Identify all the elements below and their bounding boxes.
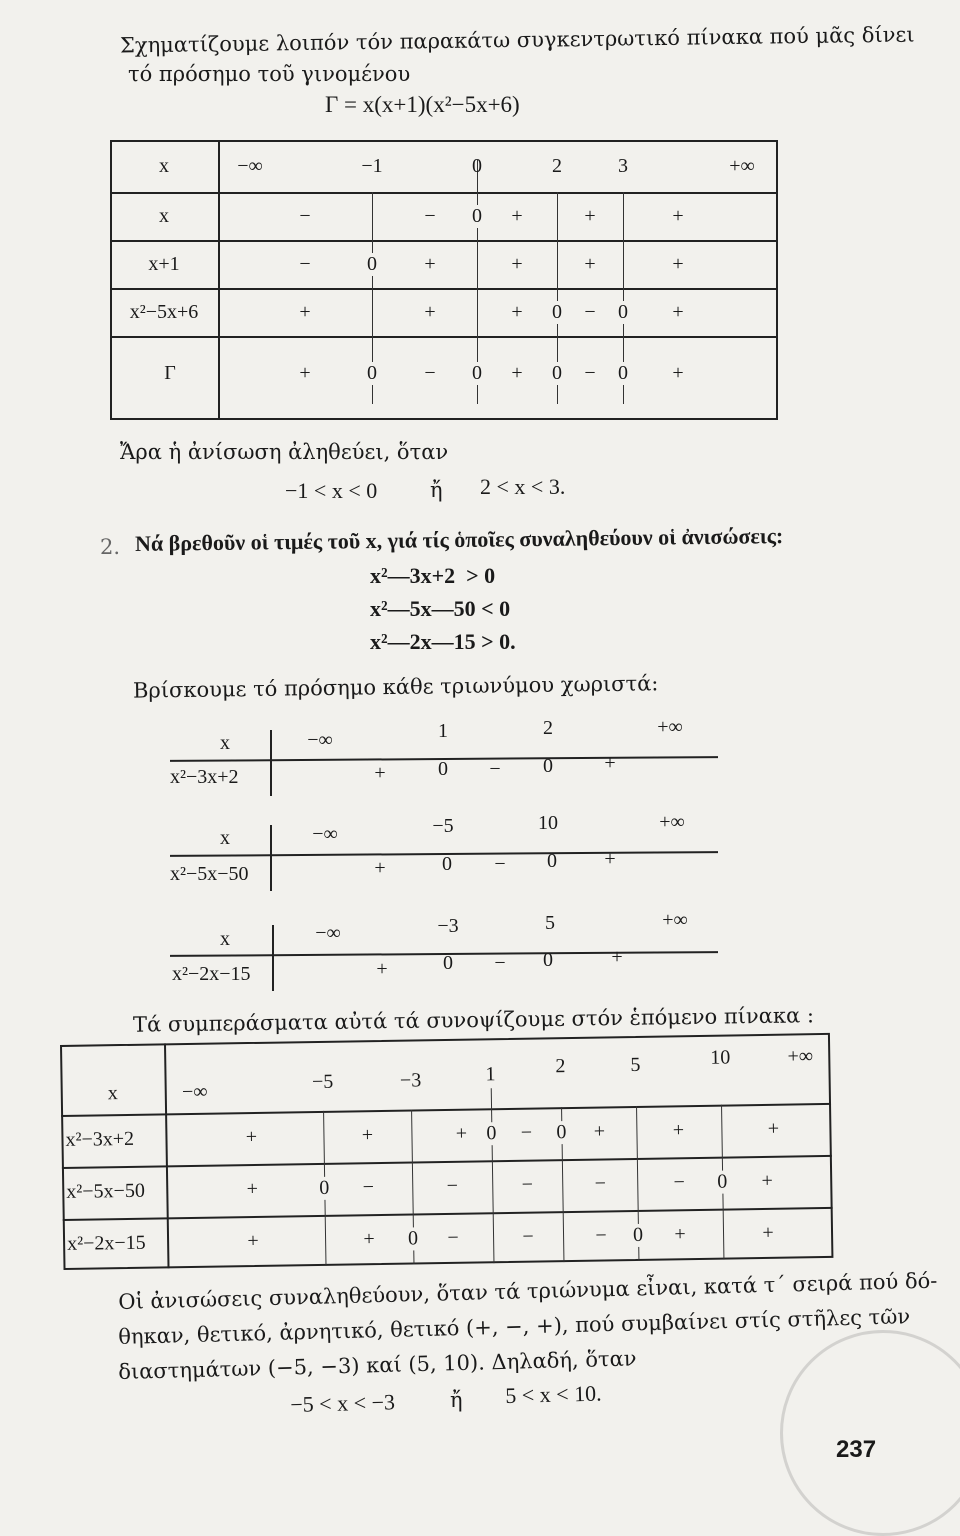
mini1-h1: −∞ xyxy=(307,729,333,751)
library-stamp xyxy=(780,1330,960,1536)
t2-header-2: 2 xyxy=(555,1055,566,1078)
t1-r2-c4: + xyxy=(511,253,523,275)
t2-r3-c7: 0 xyxy=(632,1223,644,1247)
t2-r1-c1: + xyxy=(245,1125,258,1149)
t1-r4-c1: + xyxy=(299,362,311,384)
t1-header-neg-inf: −∞ xyxy=(237,155,263,177)
t1-header-m1: −1 xyxy=(361,155,383,177)
t1-r4-c2: 0 xyxy=(367,362,377,384)
mini1-c2: 0 xyxy=(438,758,448,780)
t2-r2-c9: + xyxy=(761,1169,774,1192)
inequality-2: x²—5x—50 < 0 xyxy=(370,596,511,621)
t2-header-x: x xyxy=(107,1082,118,1105)
mini3-row-label: x²−2x−15 xyxy=(172,963,251,985)
mini3-c5: + xyxy=(611,946,623,968)
t1-row4-label: Γ xyxy=(164,362,176,384)
product-formula: Γ = x(x+1)(x²−5x+6) xyxy=(325,92,520,117)
t1-header-pos-inf: +∞ xyxy=(729,155,755,177)
t2-r2-c3: − xyxy=(362,1176,375,1199)
t2-r1-c4: 0 xyxy=(486,1122,497,1145)
conclusion-1-line: Ἄρα ἡ ἀνίσωση ἀληθεύει, ὅταν xyxy=(120,440,449,464)
mini2-h3: 10 xyxy=(538,812,558,834)
t2-row1-label: x²−3x+2 xyxy=(65,1127,135,1151)
t2-header-1: 1 xyxy=(485,1063,496,1086)
final-line-2: θηκαν, θετικό, ἀρνητικό, θετικό (+, −, +), πού συμβαίνει στίς στῆλες τῶν xyxy=(118,1304,911,1349)
t1-r1-c6: + xyxy=(672,205,684,227)
t2-r2-c1: + xyxy=(246,1177,259,1201)
t2-header-m5: −5 xyxy=(311,1070,334,1094)
intro-line-1: Σχηματίζουμε λοιπόν τόν παρακάτω συγκεντρωτικό πίνακα πού μᾶς δίνει xyxy=(119,22,915,58)
t1-r4-c4: 0 xyxy=(472,362,482,384)
mini2-h1: −∞ xyxy=(312,823,338,845)
t2-header-pos-inf: +∞ xyxy=(787,1045,814,1068)
mini3-c1: + xyxy=(376,958,388,980)
final-line-3: διαστημάτων (−5, −3) καί (5, 10). Δηλαδή, ὅταν xyxy=(118,1346,637,1384)
t1-r3-c3: + xyxy=(511,301,523,323)
mini1-h3: 2 xyxy=(543,717,553,739)
t1-r3-c2: + xyxy=(424,301,436,323)
t2-r1-c8: + xyxy=(672,1119,685,1142)
t2-header-10: 10 xyxy=(710,1046,731,1069)
t1-header-3: 3 xyxy=(618,155,628,177)
mini3-c3: − xyxy=(494,952,506,974)
intro-line-2: τό πρόσημο τοῦ γινομένου xyxy=(128,62,411,86)
t1-row2-label: x+1 xyxy=(148,253,180,275)
t2-r1-c9: + xyxy=(767,1117,780,1140)
problem-2-number: 2. xyxy=(100,535,121,559)
t1-r4-c6: 0 xyxy=(552,362,562,384)
t2-r1-c3: + xyxy=(455,1122,468,1145)
t1-r4-c3: − xyxy=(424,362,436,384)
t1-r1-c1: − xyxy=(299,205,311,227)
t1-r2-c2: 0 xyxy=(367,253,377,275)
t2-r1-c7: + xyxy=(593,1120,606,1143)
t2-row2-label: x²−5x−50 xyxy=(66,1179,146,1203)
mini2-h2: −5 xyxy=(432,815,454,837)
t1-r4-c8: 0 xyxy=(618,362,628,384)
t2-header-5: 5 xyxy=(630,1053,641,1077)
t1-r3-c7: + xyxy=(672,301,684,323)
mini3-h4: +∞ xyxy=(662,909,688,931)
t2-r2-c6: − xyxy=(594,1172,607,1195)
mini1-c3: − xyxy=(489,758,501,780)
t2-r3-c2: + xyxy=(363,1228,375,1251)
mini2-h4: +∞ xyxy=(659,811,685,833)
t2-r3-c3: 0 xyxy=(407,1227,419,1250)
inequality-3: x²—2x—15 > 0. xyxy=(370,629,516,654)
t1-r4-c5: + xyxy=(511,362,523,384)
t1-r2-c3: + xyxy=(424,253,436,275)
mini1-h4: +∞ xyxy=(657,716,683,738)
t1-r2-c5: + xyxy=(584,253,596,275)
mini1-c4: 0 xyxy=(543,755,553,777)
mini2-c5: + xyxy=(604,848,616,870)
final-cond2: 5 < x < 10. xyxy=(505,1380,602,1408)
conclusion-1-or: ἤ xyxy=(430,478,443,502)
mini2-c2: 0 xyxy=(442,853,452,875)
mini3-h1: −∞ xyxy=(315,922,341,944)
t2-r3-c5: − xyxy=(522,1225,534,1248)
mini3-h2: −3 xyxy=(437,915,459,937)
mini3-h3: 5 xyxy=(545,912,555,934)
sign-text: Βρίσκουμε τό πρόσημο κάθε τριωνύμου χωριστά: xyxy=(132,671,659,703)
mini1-h2: 1 xyxy=(438,720,448,742)
t1-r2-c1: − xyxy=(299,253,311,275)
t1-row3-label: x²−5x+6 xyxy=(129,301,199,323)
t2-r3-c8: + xyxy=(674,1223,686,1246)
mini2-x-label: x xyxy=(220,827,230,849)
t2-r3-c9: + xyxy=(762,1221,774,1244)
t1-r2-c6: + xyxy=(672,253,684,275)
t1-r1-c4: + xyxy=(511,205,523,227)
final-line-1: Οἱ ἀνισώσεις συναληθεύουν, ὅταν τά τριώνυμα εἶναι, κατά τ΄ σειρά πού δό- xyxy=(118,1268,938,1314)
t1-r1-c2: − xyxy=(424,205,436,227)
mini3-c4: 0 xyxy=(543,949,553,971)
mini2-c3: − xyxy=(494,853,506,875)
t1-r3-c1: + xyxy=(299,301,311,323)
summary-text: Τά συμπεράσματα αὐτά τά συνοψίζουμε στόν ἑπόμενο πίνακα : xyxy=(132,1003,815,1037)
conclusion-1-cond2: 2 < x < 3. xyxy=(480,474,566,499)
t1-row1-label: x xyxy=(159,205,169,227)
t1-r1-c3: 0 xyxy=(472,205,482,227)
mini2-row-label: x²−5x−50 xyxy=(170,863,249,885)
final-cond1: −5 < x < −3 xyxy=(290,1389,396,1417)
conclusion-1-cond1: −1 < x < 0 xyxy=(285,478,378,503)
mini1-c5: + xyxy=(604,752,616,774)
t2-row3-label: x²−2x−15 xyxy=(66,1231,146,1255)
inequality-1: x²—3x+2 > 0 xyxy=(370,563,496,588)
mini1-row-label: x²−3x+2 xyxy=(170,766,239,788)
t2-header-neg-inf: −∞ xyxy=(181,1080,208,1104)
t2-r2-c5: − xyxy=(521,1173,534,1196)
t2-r2-c8: 0 xyxy=(717,1170,728,1193)
t2-r1-c5: − xyxy=(520,1121,533,1144)
final-or: ἤ xyxy=(450,1388,463,1412)
t2-r2-c2: 0 xyxy=(319,1176,330,1199)
t1-header-x: x xyxy=(159,155,169,177)
t1-r1-c5: + xyxy=(584,205,596,227)
t1-r3-c4: 0 xyxy=(552,301,562,323)
t1-r4-c7: − xyxy=(584,362,596,384)
problem-2-statement: Νά βρεθοῦν οἱ τιμές τοῦ x, γιά τίς ὁποῖες συναληθεύουν οἱ ἀνισώσεις: xyxy=(134,523,784,556)
t2-r2-c4: − xyxy=(446,1174,459,1197)
t2-r1-c2: + xyxy=(361,1124,374,1147)
t1-r3-c6: 0 xyxy=(618,301,628,323)
t2-header-m3: −3 xyxy=(399,1069,422,1092)
mini3-x-label: x xyxy=(220,928,230,950)
t2-r1-c6: 0 xyxy=(556,1121,567,1144)
mini2-c4: 0 xyxy=(547,850,557,872)
page-number: 237 xyxy=(836,1436,877,1463)
mini2-c1: + xyxy=(374,857,386,879)
t1-r3-c5: − xyxy=(584,301,596,323)
t2-r2-c7: − xyxy=(673,1171,686,1194)
t1-r4-c9: + xyxy=(672,362,684,384)
t2-r3-c1: + xyxy=(247,1229,259,1253)
mini1-x-label: x xyxy=(220,732,230,754)
mini1-c1: + xyxy=(374,762,386,784)
t2-r3-c6: − xyxy=(595,1224,607,1247)
t2-r3-c4: − xyxy=(447,1226,459,1249)
t1-header-0: 0 xyxy=(472,155,482,177)
mini3-c2: 0 xyxy=(443,952,453,974)
t1-header-2: 2 xyxy=(552,155,562,177)
